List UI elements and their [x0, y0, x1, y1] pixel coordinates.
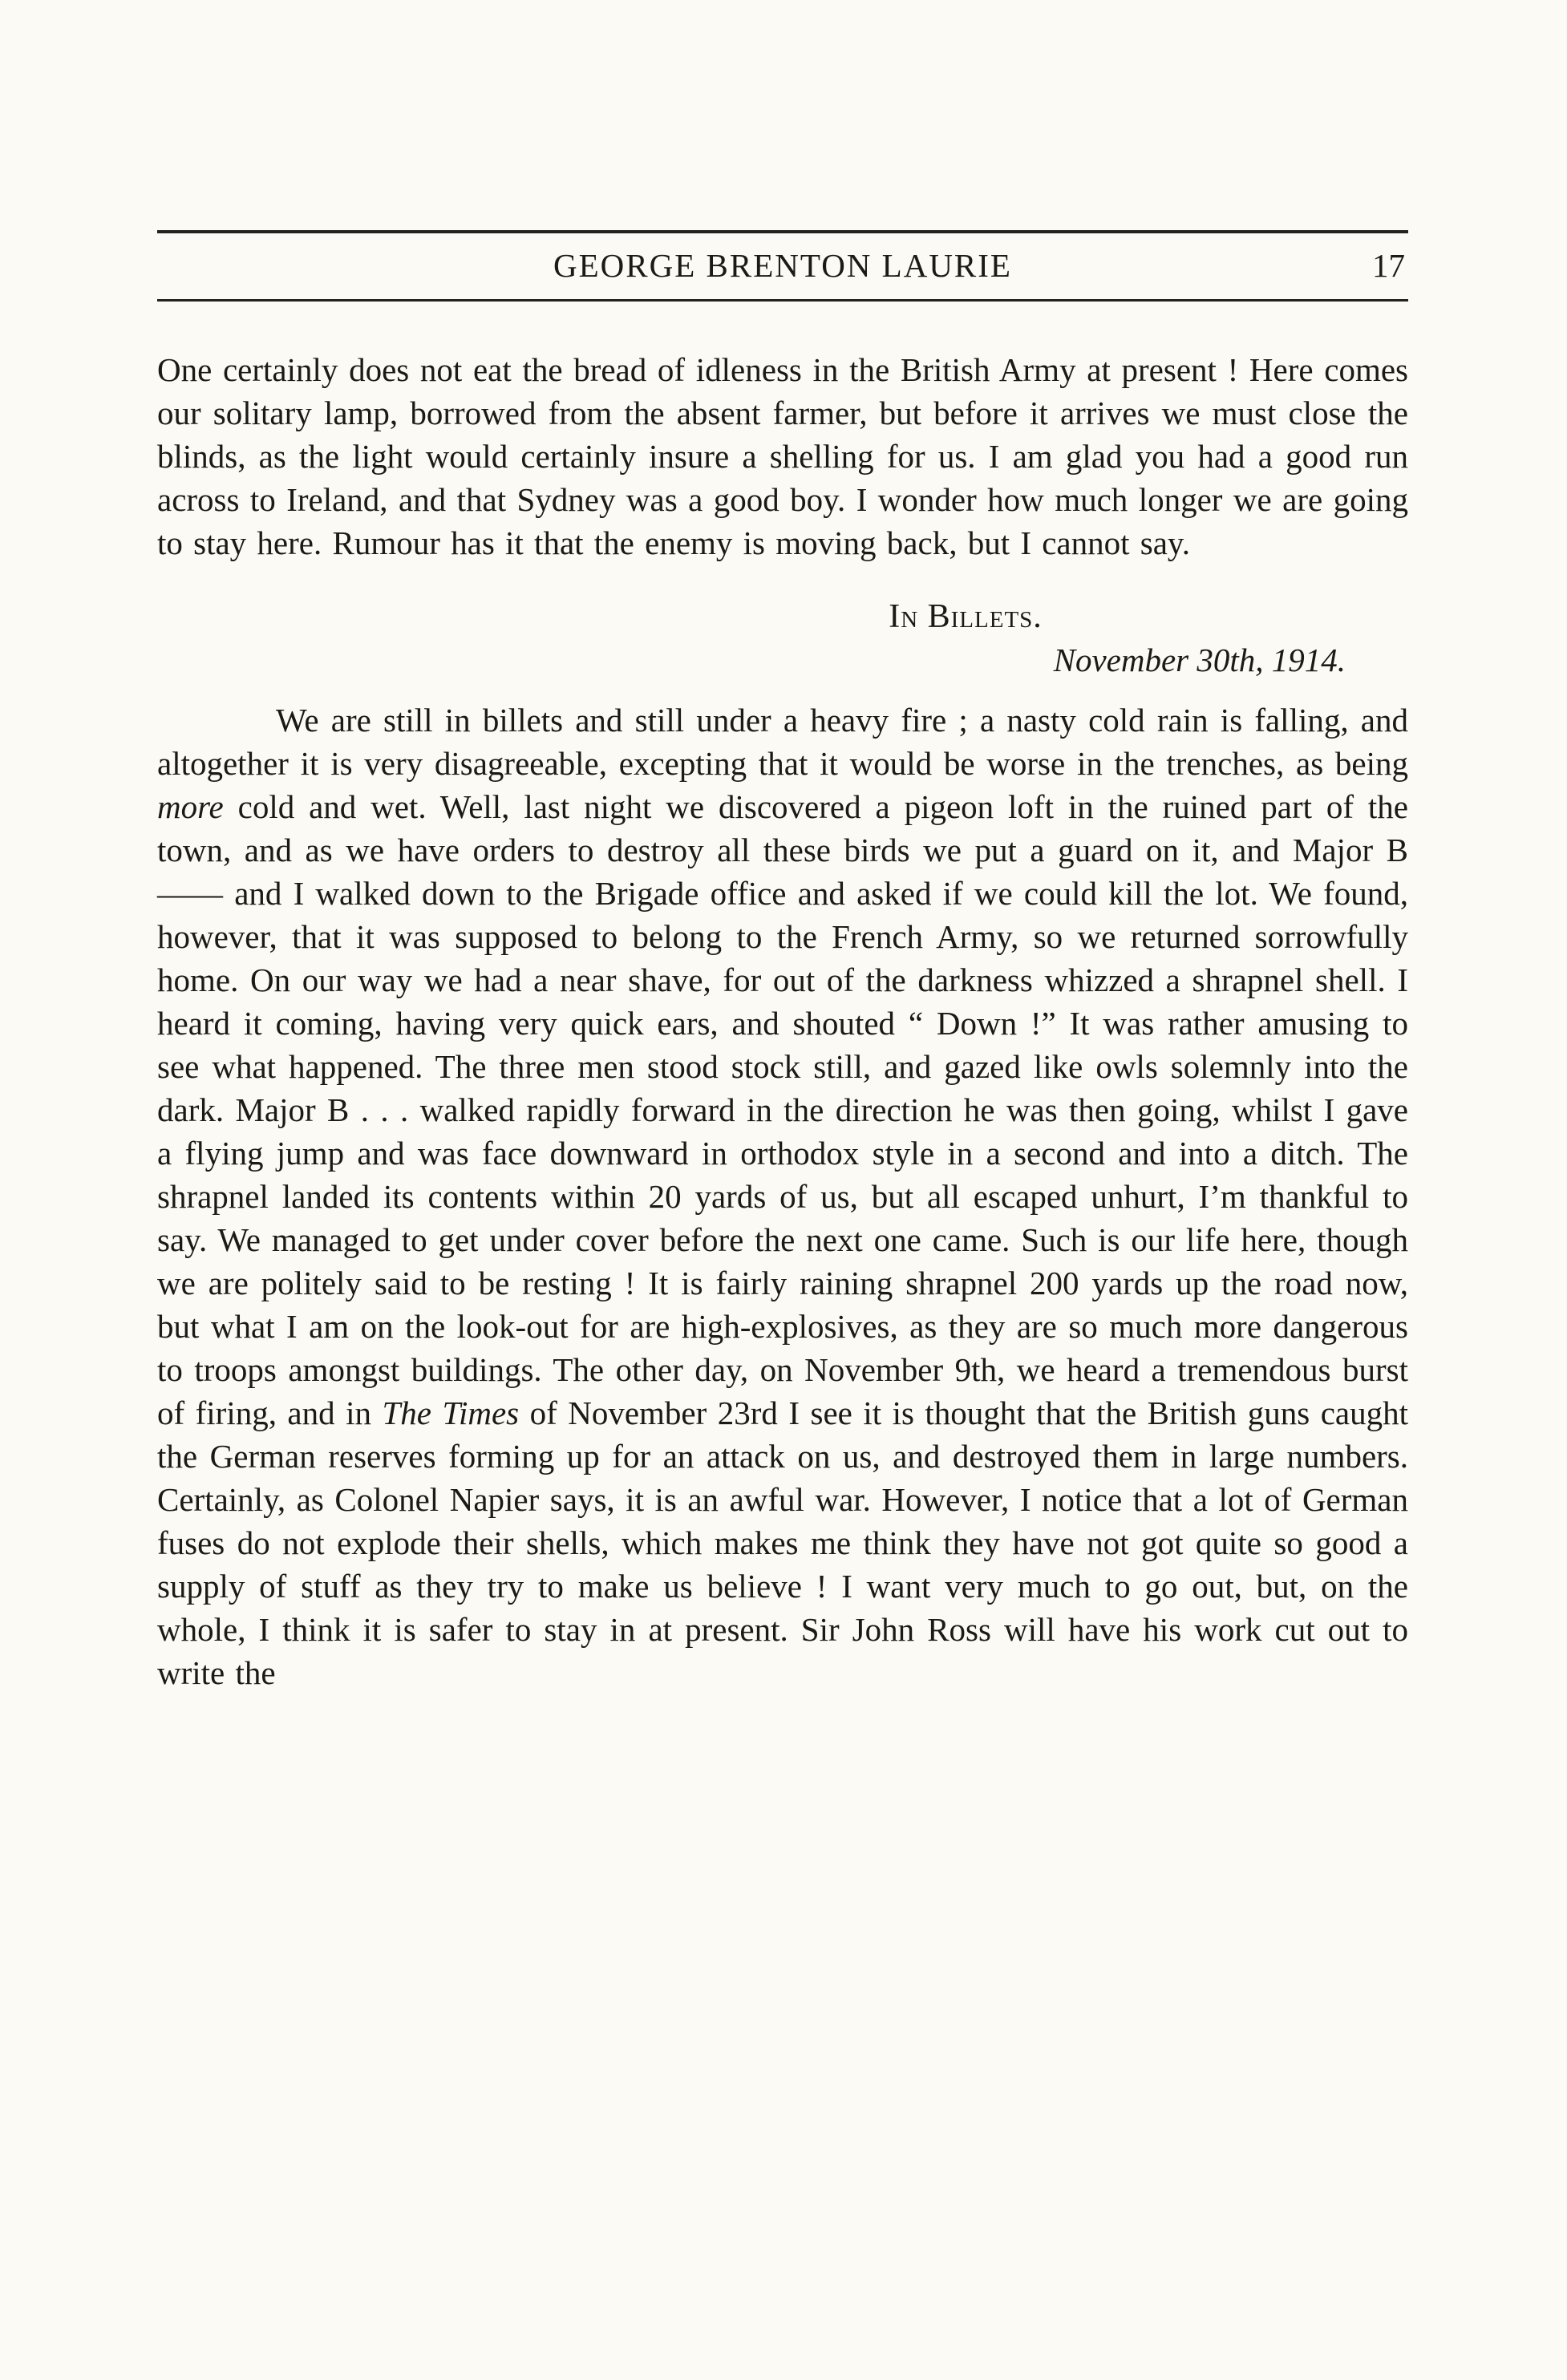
page-title: GEORGE BRENTON LAURIE [553, 247, 1012, 284]
header-rule-bottom [157, 299, 1408, 302]
running-header [157, 233, 1408, 299]
page-number: 17 [1372, 247, 1405, 284]
dateline: November 30th, 1914. [1053, 642, 1346, 678]
section-heading: In Billets. [889, 598, 1043, 635]
paragraph: One certainly does not eat the bread of idleness in the British Army at present ! Here comes our solitary lamp, borrowed from the absent farmer, but before it arrives we must close the blinds, as the light would certainly insure a shelling for us. I am glad you had a good run across to Ireland, and that Sydney was a good boy. I wonder how much longer we are going to stay here. Rumour has it that the enemy is moving back, but I cannot say. [157, 351, 1408, 561]
page-content [157, 230, 1408, 1727]
paragraph: We are still in billets and still under a heavy fire ; a nasty cold rain is falling, and altogether it is very disagreeable, excepting that it would be worse in the trenches, as being more cold and wet. Well, last night we discovered a pigeon loft in the ruined part of the town, and as we have orders to destroy all these birds we put a guard on it, and Major B—— and I walked down to the Brigade office and asked if we could kill the lot. We found, however, that it was supposed to belong to the French Army, so we returned sorrowfully home. On our way we had a near shave, for out of the darkness whizzed a shrapnel shell. I heard it coming, having very quick ears, and shouted “ Down !” It was rather amusing to see what happened. The three men stood stock still, and gazed like owls solemnly into the dark. Major B . . . walked rapidly forward in the direction he was then going, whilst I gave a flying jump and was face downward in orthodox style in a second and into a ditch. The shrapnel landed its contents within 20 yards of us, but all escaped unhurt, I’m thankful to say. We managed to get under cover before the next one came. Such is our life here, though we are politely said to be resting ! It is fairly raining shrapnel 200 yards up the road now, but what I am on the look-out for are high-explosives, as they are so much more dangerous to troops amongst buildings. The other day, on November 9th, we heard a tremendous burst of firing, and in The Times of November 23rd I see it is thought that the British guns caught the German reserves forming up for an attack on us, and destroyed them in large numbers. Certainly, as Colonel Napier says, it is an awful war. However, I notice that a lot of German fuses do not explode their shells, which makes me think they have not got quite so good a supply of stuff as they try to make us believe ! I want very much to go out, but, on the whole, I think it is safer to stay in at present. Sir John Ross will have his work cut out to write the [157, 702, 1408, 1691]
